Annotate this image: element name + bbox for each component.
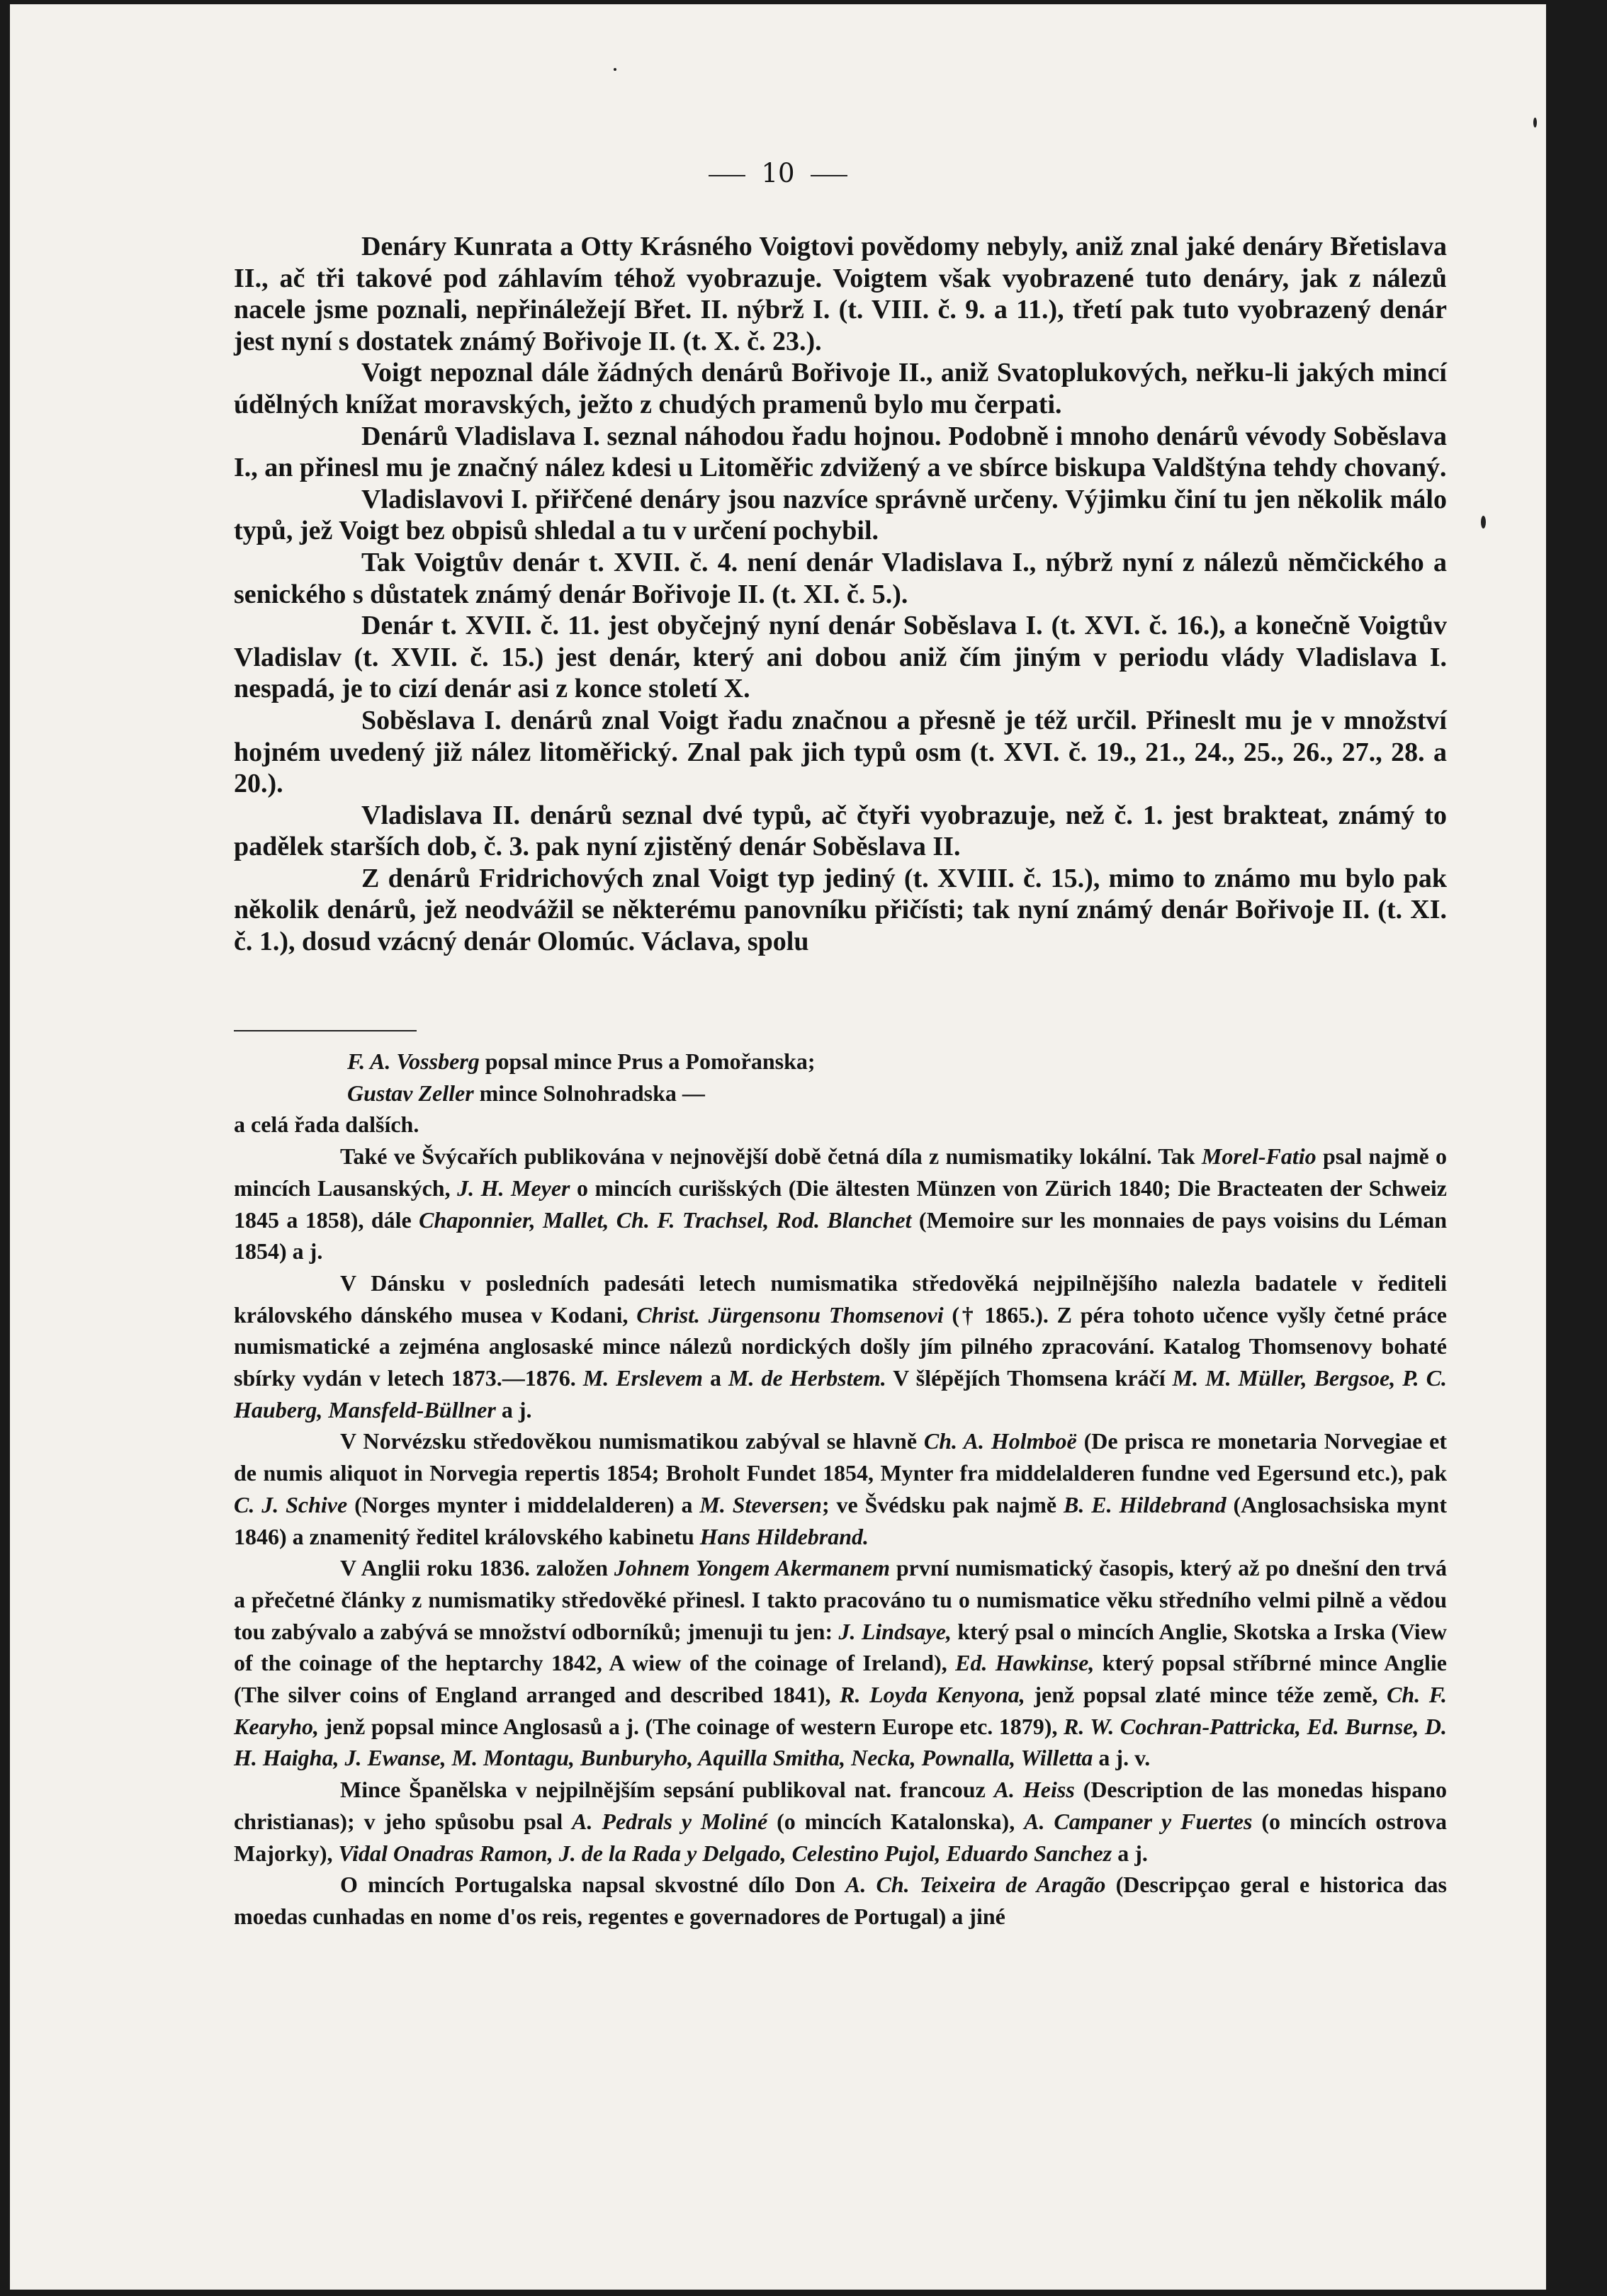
author-name: C. J. Schive bbox=[234, 1491, 348, 1517]
author-name: Ch. F. Kearyho, bbox=[234, 1682, 1448, 1739]
footnote-text: V Dánsku v posledních padesáti letech numismatika středověká nejpilnějšího nalezla badatele v řediteli královského dánského musea v Kodani, bbox=[234, 1269, 1447, 1328]
author-name: A. Ch. Teixeira de Aragão bbox=[845, 1872, 1106, 1898]
author-name: Morel-Fatio bbox=[1201, 1143, 1316, 1170]
author-name: Christ. Jürgensonu Thomsenovi bbox=[636, 1301, 944, 1328]
footnote-text: psal najmě o mincích Lausanských, bbox=[234, 1143, 1448, 1201]
footnote-text: V šlépějích Thomsena kráčí bbox=[886, 1365, 1173, 1391]
footnote-paragraph-denmark bbox=[234, 1267, 1447, 1426]
footnote-line bbox=[234, 1078, 1447, 1109]
footnote-text: Mince Španělska v nejpilnějším sepsání publikoval nat. francouz bbox=[340, 1777, 994, 1803]
footnotes bbox=[234, 1046, 1447, 1933]
document-page bbox=[10, 4, 1546, 2290]
author-name: Chaponnier, Mallet, Ch. F. Trachsel, Rod. Blanchet bbox=[419, 1206, 912, 1233]
footnote-text: Také ve Švýcařích publikována v nejnovější době četná díla z numismatiky lokální. Tak bbox=[340, 1143, 1202, 1170]
main-paragraph: Denárů Vladislava I. seznal náhodou řadu hojnou. Podobně i mnoho denárů vévody Soběslava I., an přinesl mu je značný nález kdesi u Litoměřic zdvižený a ve sbírce biskupa Valdštýna tehdy chovaný. bbox=[234, 421, 1447, 483]
author-name: R. W. Cochran-Pattricka, Ed. Burnse, D. H. Haigha, J. Ewanse, M. Montagu, Bunburyho, Aquilla Smitha, Necka, Pownalla, Willetta bbox=[234, 1713, 1448, 1771]
page-number-dash-right bbox=[811, 175, 847, 176]
footnote-paragraph-norway bbox=[234, 1425, 1447, 1552]
author-name: Vidal Onadras Ramon, J. de la Rada y Delgado, Celestino Pujol, Eduardo Sanchez bbox=[338, 1840, 1112, 1866]
footnote-text: (Norges mynter i middelalderen) a bbox=[347, 1491, 700, 1517]
footnote-text: ; ve Švédsku pak najmě bbox=[821, 1491, 1064, 1517]
footnote-text: († 1865.). Z péra tohoto učence vyšly četné práce numismatické a zejména anglosaské mince nálezů nordických došly jím pilného zpracování. Katalog Thomsenovy bohaté sbírky vydán v letech 1873.—1876. bbox=[234, 1301, 1448, 1391]
print-speck bbox=[1533, 118, 1537, 128]
footnote-paragraph-england bbox=[234, 1552, 1447, 1774]
footnote-text: (De prisca re monetaria Norvegiae et de numis aliquot in Norvegia repertis 1854; Broholt Fundet 1854, Mynter fra middelalderen fundne ved Egersund etc.), pak bbox=[234, 1428, 1448, 1486]
print-speck bbox=[1481, 516, 1486, 528]
author-name: M. M. Müller, Bergsoe, P. C. Hauberg, Mansfeld-Büllner bbox=[234, 1365, 1448, 1423]
footnote-text: který popsal stříbrné mince Anglie (The silver coins of England arranged and described 1841), bbox=[234, 1650, 1448, 1708]
author-name: A. Campaner y Fuertes bbox=[1024, 1808, 1253, 1834]
footnote-paragraph-spain bbox=[234, 1774, 1447, 1869]
author-name: B. E. Hildebrand bbox=[1064, 1491, 1227, 1517]
author-name: M. Steversen bbox=[699, 1491, 822, 1517]
footnote-line bbox=[234, 1046, 1447, 1078]
main-paragraph: Soběslava I. denárů znal Voigt řadu značnou a přesně je též určil. Přineslt mu je v množství hojném uvedený již nález litoměřický. Znal pak jich typů osm (t. XVI. č. 19., 21., 24., 25., 26., 27., 28. a 20.). bbox=[234, 705, 1447, 799]
author-name: F. A. Vossberg bbox=[347, 1048, 480, 1074]
footnote-text: (Memoire sur les monnaies de pays voisins du Léman 1854) a j. bbox=[234, 1206, 1448, 1265]
footnote-text: první numismatický časopis, který až po dnešní den trvá a přečetné články z numismatiky středověké přinesl. I takto pracováno tu o numismatice věku středního velmi pilně a vědou tou zabývalo a zabývá se množství odborníků; jmenuji tu jen: bbox=[234, 1555, 1448, 1644]
author-name: M. de Herbstem. bbox=[728, 1365, 886, 1391]
page-number bbox=[10, 156, 1546, 191]
footnote-text: jenž popsal mince Anglosasů a j. (The coinage of western Europe etc. 1879), bbox=[319, 1713, 1064, 1739]
footnote-paragraph-portugal bbox=[234, 1869, 1447, 1932]
footnote-text: (o mincích Katalonska), bbox=[767, 1808, 1025, 1834]
footnote-paragraph-switzerland bbox=[234, 1141, 1447, 1267]
footnote-text: mince Solnohradska — bbox=[473, 1080, 705, 1106]
author-name: M. Erslevem bbox=[582, 1365, 703, 1391]
footnote-line: a celá řada dalších. bbox=[234, 1112, 419, 1138]
footnote-text: jenž popsal zlaté mince téže země, bbox=[1025, 1682, 1387, 1708]
footnote-text: (Descripçao geral e historica das moedas cunhadas en nome d'os reis, regentes e governadores de Portugal) a jiné bbox=[234, 1872, 1448, 1929]
print-speck bbox=[614, 68, 616, 71]
main-paragraph: Vladislavovi I. přiřčené denáry jsou nazvíce správně určeny. Výjimku činí tu jen několik málo typů, jež Voigt bez obpisů shledal a tu v určení pochybil. bbox=[234, 484, 1447, 546]
footnote-text: V Anglii roku 1836. založen bbox=[340, 1555, 614, 1581]
author-name: J. H. Meyer bbox=[457, 1175, 570, 1201]
author-name: Ed. Hawkinse, bbox=[955, 1650, 1095, 1676]
main-paragraph: Tak Voigtův denár t. XVII. č. 4. není denár Vladislava I., nýbrž nyní z nálezů němčického a senického s důstatek známý denár Bořivoje II. (t. XI. č. 5.). bbox=[234, 547, 1447, 609]
main-text bbox=[234, 231, 1447, 958]
main-paragraph: Denár t. XVII. č. 11. jest obyčejný nyní denár Soběslava I. (t. XVI. č. 16.), a konečně Voigtův Vladislav (t. XVII. č. 15.) jest denár, který ani dobou aniž čím jiným v periodu vlády Vladislava I. nespadá, je to cizí denár asi z konce století X. bbox=[234, 611, 1447, 704]
page-number-dash-left bbox=[709, 175, 745, 176]
main-paragraph: Z denárů Fridrichových znal Voigt typ jediný (t. XVIII. č. 15.), mimo to známo mu bylo pak několik denárů, jež neodvážil se některému panovníku přičísti; tak nyní známý denár Bořivoje II. (t. XI. č. 1.), dosud vzácný denár Olomúc. Václava, spolu bbox=[234, 863, 1447, 957]
footnote-divider bbox=[234, 1030, 417, 1031]
author-name: Hans Hildebrand. bbox=[699, 1523, 869, 1549]
footnote-text: a bbox=[702, 1365, 729, 1391]
author-name: Johnem Yongem Akermanem bbox=[614, 1555, 891, 1581]
footnote-text: a j. bbox=[1112, 1840, 1148, 1866]
footnote-text: a j. bbox=[495, 1396, 532, 1423]
footnote-text: který psal o mincích Anglie, Skotska a Irska (View of the coinage of the heptarchy 1842, A wiew of the coinage of Ireland), bbox=[234, 1618, 1448, 1676]
author-name: Ch. A. Holmboë bbox=[923, 1428, 1077, 1454]
footnote-text: V Norvézsku středověkou numismatikou zabýval se hlavně bbox=[340, 1428, 924, 1454]
main-paragraph: Voigt nepoznal dále žádných denárů Bořivoje II., aniž Svatoplukových, neřku-li jakých mincí údělných knížat moravských, ježto z chudých pramenů bylo mu čerpati. bbox=[234, 358, 1447, 419]
main-paragraph: Vladislava II. denárů seznal dvé typů, ač čtyři vyobrazuje, než č. 1. jest brakteat, známý to padělek starších dob, č. 3. pak nyní zjistěný denár Soběslava II. bbox=[234, 800, 1447, 862]
footnote-text: (Description de las monedas hispano christianas); v jeho spůsobu psal bbox=[234, 1777, 1448, 1834]
main-paragraph: Denáry Kunrata a Otty Krásného Voigtovi povědomy nebyly, aniž znal jaké denáry Břetislava II., ač tři takové pod záhlavím téhož vyobrazuje. Voigtem však vyobrazené tuto denáry, jak z nálezů nacele jsme poznali, nepřináležejí Břet. II. nýbrž I. (t. VIII. č. 9. a 11.), třetí pak tuto vyobrazený denár jest nyní s dostatek známý Bořivoje II. (t. X. č. 23.). bbox=[234, 232, 1447, 356]
author-name: Gustav Zeller bbox=[347, 1080, 474, 1106]
author-name: A. Heiss bbox=[993, 1777, 1075, 1803]
author-name: A. Pedrals y Moliné bbox=[572, 1808, 768, 1834]
page-number-text: 10 bbox=[761, 158, 795, 188]
footnote-text: popsal mince Prus a Pomořanska; bbox=[479, 1048, 816, 1074]
footnote-text: o mincích curišských (Die ältesten Münzen von Zürich 1840; Die Bracteaten der Schweiz 1845 a 1858), dále bbox=[234, 1175, 1448, 1233]
footnote-text: O mincích Portugalska napsal skvostné dílo Don bbox=[340, 1872, 845, 1898]
author-name: R. Loyda Kenyona, bbox=[840, 1682, 1025, 1708]
footnote-text: a j. v. bbox=[1093, 1745, 1151, 1771]
author-name: J. Lindsaye, bbox=[838, 1618, 952, 1644]
footnote-text: (Anglosachsiska mynt 1846) a znamenitý ředitel královského kabinetu bbox=[234, 1491, 1448, 1549]
footnote-text: (o mincích ostrova Majorky), bbox=[234, 1808, 1448, 1866]
